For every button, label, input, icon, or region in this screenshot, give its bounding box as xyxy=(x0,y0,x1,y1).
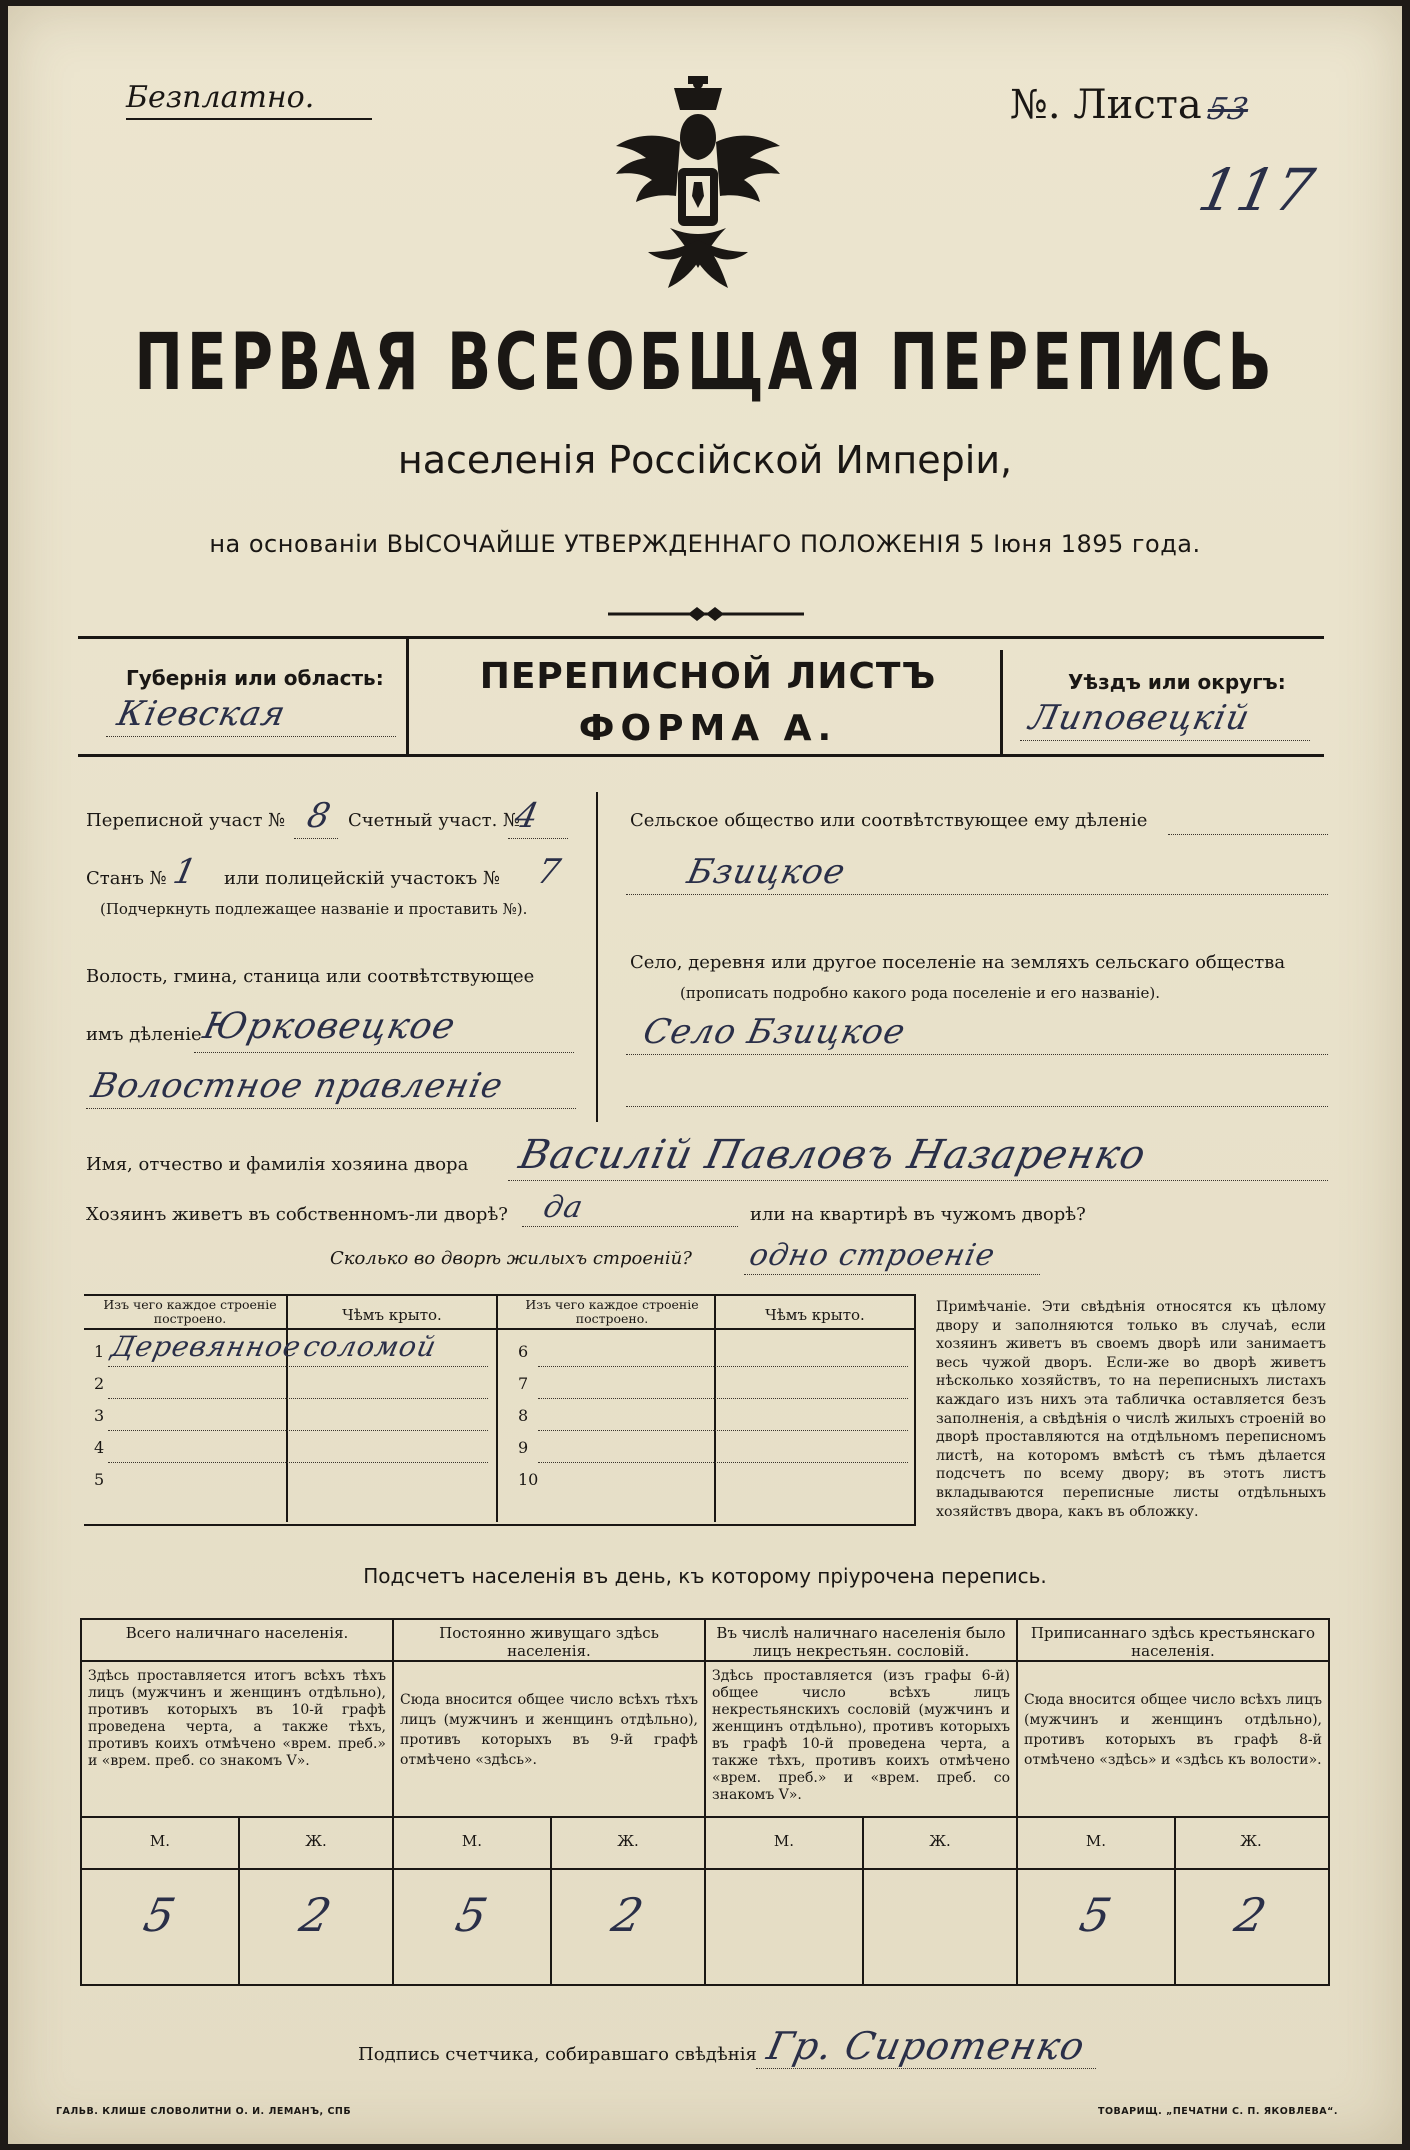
village-line-b xyxy=(626,1106,1328,1107)
table-row-line xyxy=(108,1366,488,1367)
sheet-struck-number: 53 xyxy=(1204,92,1252,127)
female-header: Ж. xyxy=(1240,1832,1262,1850)
count-col-1-head: Всего наличнаго населенія. xyxy=(125,1624,349,1642)
owner-name-label: Имя, отчество и фамилія хозяина двора xyxy=(86,1154,469,1175)
row-number: 6 xyxy=(518,1342,529,1361)
underline-note: (Подчеркнуть подлежащее названіе и проставить №). xyxy=(100,900,528,918)
volost-line-2 xyxy=(86,1108,576,1109)
district-label: Уѣздъ или округъ: xyxy=(1068,670,1286,694)
band-top-rule xyxy=(78,636,1324,639)
count-section-line xyxy=(508,838,568,839)
male-header: М. xyxy=(1085,1832,1107,1850)
col-roof-header-right: Чѣмъ крыто. xyxy=(765,1306,865,1324)
form-name: ФОРМА А. xyxy=(578,708,838,749)
count-section-title: Подсчетъ населенія въ день, къ которому пріурочена перепись. xyxy=(363,1564,1047,1588)
police-label: или полицейскій участокъ № xyxy=(224,868,501,889)
footer-left-imprint: ГАЛЬВ. КЛИШЕ СЛОВОЛИТНИ О. И. ЛЕМАНЪ, СПБ xyxy=(56,2106,352,2117)
basis-line: на основаніи ВЫСОЧАЙШЕ УТВЕРЖДЕННАГО ПОЛОЖЕНІЯ 5 Іюня 1895 года. xyxy=(209,530,1201,558)
stan-value: 1 xyxy=(169,852,201,892)
village-value: Село Бзицкое xyxy=(639,1012,910,1052)
row-number: 7 xyxy=(518,1374,529,1393)
row-number: 2 xyxy=(94,1374,105,1393)
col-4-male-value: 5 xyxy=(1075,1888,1117,1942)
female-header: Ж. xyxy=(305,1832,327,1850)
owner-name-value: Василій Павловъ Назаренко xyxy=(515,1132,1151,1178)
volost-line-1 xyxy=(194,1052,574,1053)
row-number: 5 xyxy=(94,1470,105,1489)
buildings-line xyxy=(744,1274,1040,1275)
owner-name-line xyxy=(508,1180,1328,1181)
society-label: Сельское общество или соотвѣтствующее ему дѣленіе xyxy=(630,810,1148,831)
rent-label: или на квартирѣ въ чужомъ дворѣ? xyxy=(750,1204,1086,1225)
census-section-line xyxy=(294,838,338,839)
col-2-male-value: 5 xyxy=(451,1888,493,1942)
stan-label: Станъ № xyxy=(86,868,167,889)
census-section-label: Переписной участ № xyxy=(86,810,286,831)
note-text: Примѣчаніе. Эти свѣдѣнія относятся къ цѣлому двору и заполняются только въ случаѣ, если хозяинъ живетъ въ своемъ дворѣ или занимаетъ весь чужой дворъ. Если-же во дворѣ живетъ нѣсколько хозяйствъ, то на переписныхъ листахъ каждаго изъ нихъ эта табличка оставляется безъ заполненія, а свѣдѣнія о числѣ жилыхъ строеній во дворѣ проставляются на отдѣльномъ переписномъ листѣ, на которомъ вмѣстѣ съ тѣмъ дѣлается подсчетъ по всему двору; въ этотъ листъ вкладываются переписные листы отдѣльныхъ хозяйствъ двора, какъ въ обложку. xyxy=(936,1299,1326,1520)
col-4-female-value: 2 xyxy=(1230,1888,1272,1942)
society-value: Бзицкое xyxy=(683,852,850,892)
row-number: 8 xyxy=(518,1406,529,1425)
census-form-page xyxy=(8,6,1402,2144)
main-title: ПЕРВАЯ ВСЕОБЩАЯ ПЕРЕПИСЬ xyxy=(134,316,1276,408)
male-header: М. xyxy=(773,1832,795,1850)
volost-label-2: имъ дѣленіе xyxy=(86,1024,202,1045)
count-col-2-desc: Сюда вносится общее число всѣхъ тѣхъ лицъ (мужчинъ и женщинъ отдѣльно), противъ которыхъ въ 9-й графѣ отмѣчено «здѣсь». xyxy=(400,1692,698,1768)
row-number: 3 xyxy=(94,1406,105,1425)
count-col-4-head: Приписаннаго здѣсь крестьянскаго населенія. xyxy=(1030,1624,1316,1660)
fields-divider xyxy=(596,792,598,1122)
village-label: Село, деревня или другое поселеніе на земляхъ сельскаго общества xyxy=(630,952,1286,973)
free-label: Безплатно. xyxy=(126,80,315,115)
row1-built-value: Деревянное xyxy=(108,1330,305,1363)
count-col-2-head: Постоянно живущаго здѣсь населенія. xyxy=(439,1624,659,1660)
volost-value-2: Волостное правленіе xyxy=(87,1066,507,1106)
society-line-a xyxy=(1168,834,1328,835)
table-row-line xyxy=(108,1430,488,1431)
village-line-a xyxy=(626,1054,1328,1055)
table-row-line xyxy=(538,1366,908,1367)
sheet-title: ПЕРЕПИСНОЙ ЛИСТЪ xyxy=(479,656,937,697)
village-note: (прописать подробно какого рода поселеніе и его названіе). xyxy=(680,984,1160,1002)
society-line-b xyxy=(626,894,1328,895)
row1-roof-value: соломой xyxy=(300,1330,440,1363)
count-section-label: Счетный участ. № xyxy=(348,810,521,831)
signature-label: Подпись счетчика, собиравшаго свѣдѣнія xyxy=(358,2044,757,2065)
province-value: Кіевская xyxy=(113,694,290,734)
table-row-line xyxy=(538,1430,908,1431)
table-row-line xyxy=(538,1398,908,1399)
table-row-line xyxy=(108,1462,488,1463)
signature-line xyxy=(756,2068,1096,2069)
sheet-number-handwritten: 117 xyxy=(1192,156,1321,224)
district-line xyxy=(1020,740,1310,741)
own-yard-line xyxy=(522,1226,738,1227)
row-number: 4 xyxy=(94,1438,105,1457)
row-number: 10 xyxy=(518,1470,539,1489)
col-built-header-right: Изъ чего каждое строеніе построено. xyxy=(525,1297,699,1326)
own-yard-label: Хозяинъ живетъ въ собственномъ-ли дворѣ? xyxy=(86,1204,508,1225)
volost-value-1: Юрковецкое xyxy=(199,1006,460,1047)
band-divider-right xyxy=(1000,650,1003,757)
col-1-female-value: 2 xyxy=(295,1888,337,1942)
row-number: 9 xyxy=(518,1438,529,1457)
male-header: М. xyxy=(461,1832,483,1850)
rows-left-numbers xyxy=(94,1336,104,1496)
rows-right-numbers xyxy=(518,1336,538,1496)
row-number: 1 xyxy=(94,1342,105,1361)
female-header: Ж. xyxy=(617,1832,639,1850)
count-col-3-head: Въ числѣ наличнаго населенія было лицъ некрестьян. сословій. xyxy=(716,1624,1006,1660)
col-built-header-left: Изъ чего каждое строеніе построено. xyxy=(103,1297,277,1326)
col-2-female-value: 2 xyxy=(607,1888,649,1942)
own-yard-value: да xyxy=(540,1190,587,1225)
col-1-male-value: 5 xyxy=(139,1888,181,1942)
footer-right-imprint: ТОВАРИЩ. „ПЕЧАТНИ С. П. ЯКОВЛЕВА“. xyxy=(1098,2106,1338,2117)
sheet-label: №. Листа xyxy=(1010,82,1202,128)
province-line xyxy=(106,736,396,737)
subtitle: населенія Россійской Имперіи, xyxy=(397,438,1013,482)
buildings-col-rule-2 xyxy=(496,1296,498,1522)
volost-label-1: Волость, гмина, станица или соотвѣтствующее xyxy=(86,966,535,987)
police-value: 7 xyxy=(533,852,565,892)
count-col-4-desc: Сюда вносится общее число всѣхъ лицъ (мужчинъ и женщинъ отдѣльно), противъ которыхъ въ графѣ 8-й отмѣчено «здѣсь» и «здѣсь къ волости». xyxy=(1024,1692,1322,1768)
buildings-col-rule-3 xyxy=(714,1296,716,1522)
count-col-1-desc: Здѣсь проставляется итогъ всѣхъ тѣхъ лицъ (мужчинъ и женщинъ отдѣльно), противъ которыхъ въ 10-й графѣ проведена черта, а также тѣхъ, противъ коихъ отмѣчено «врем. преб.» и «врем. преб. со знакомъ V». xyxy=(88,1668,386,1769)
count-col-3-desc: Здѣсь проставляется (изъ графы 6-й) общее число всѣхъ лицъ некрестьянскихъ сословій (мужчинъ и женщинъ отдѣльно), противъ которыхъ въ графѣ 10-й проведена черта, а также тѣхъ, противъ коихъ отмѣчено «врем. преб.» и «врем. преб. со знакомъ V». xyxy=(712,1668,1010,1803)
buildings-label: Сколько во дворѣ жилыхъ строеній? xyxy=(330,1248,692,1269)
signature-value: Гр. Сиротенко xyxy=(763,2024,1090,2068)
male-header: М. xyxy=(149,1832,171,1850)
band-divider-left xyxy=(406,636,409,757)
province-label: Губернія или область: xyxy=(126,666,384,690)
free-underline xyxy=(126,118,372,120)
count-section-value: 4 xyxy=(511,796,543,836)
count-col-rule xyxy=(704,1618,706,1984)
buildings-value: одно строеніе xyxy=(746,1238,999,1273)
imperial-eagle-emblem xyxy=(608,72,788,302)
female-header: Ж. xyxy=(929,1832,951,1850)
district-value: Липовецкій xyxy=(1025,698,1254,738)
table-row-line xyxy=(538,1462,908,1463)
band-bottom-rule xyxy=(78,754,1324,757)
ornamental-divider xyxy=(606,604,806,624)
census-section-value: 8 xyxy=(303,796,335,836)
table-row-line xyxy=(108,1398,488,1399)
col-roof-header-left: Чѣмъ крыто. xyxy=(342,1306,442,1324)
